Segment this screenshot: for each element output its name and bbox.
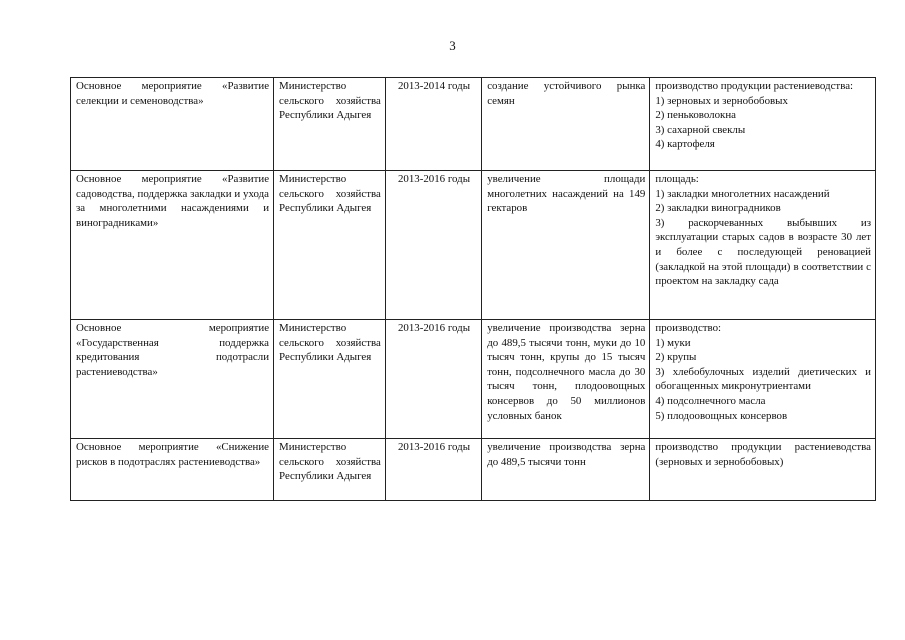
indicator-line: 1) муки — [655, 336, 691, 349]
table-row — [71, 78, 876, 171]
indicator-line: 3) сахарной свеклы — [655, 123, 746, 136]
indicator-line: 4) картофеля — [655, 138, 715, 151]
period-cell: 2013-2014 годы — [385, 78, 481, 171]
measure-cell: Основное мероприятие «Развитие садоводства, поддержка закладки и ухода за многолетними насаждениями и виноградниками» — [71, 171, 274, 320]
result-cell: увеличение производства зерна до 489,5 тысячи тонн, муки до 10 тысяч тонн, крупы до 15 тысяч тонн, подсолнечного масла до 30 тысяч тонн, плодоовощных консервов до 50 миллионов условных банок — [482, 320, 650, 439]
indicator-line: 4) подсолнечного масла — [655, 394, 766, 407]
executor-cell: Министерство сельского хозяйства Республики Адыгея — [274, 320, 386, 439]
page-number: 3 — [449, 38, 456, 53]
indicator-line: производство продукции растениеводства (зерновых и зернобобовых) — [655, 441, 871, 468]
indicator-line: 1) зерновых и зернобобовых — [655, 94, 788, 107]
indicators-cell — [650, 78, 876, 171]
measure-cell: Основное мероприятие «Снижение рисков в подотраслях растениеводства» — [71, 439, 274, 501]
indicator-line: производство продукции растениеводства: — [655, 80, 854, 92]
indicator-line: 2) крупы — [655, 351, 697, 364]
indicators-cell — [650, 439, 876, 501]
period-cell: 2013-2016 годы — [385, 320, 481, 439]
executor-cell: Министерство сельского хозяйства Республики Адыгея — [274, 439, 386, 501]
indicator-line: площадь: — [655, 173, 699, 185]
result-cell: увеличение производства зерна до 489,5 тысячи тонн — [482, 439, 650, 501]
measures-table — [70, 77, 876, 501]
result-cell: создание устойчивого рынка семян — [482, 78, 650, 171]
executor-cell: Министерство сельского хозяйства Республики Адыгея — [274, 171, 386, 320]
period-cell: 2013-2016 годы — [385, 439, 481, 501]
period-cell: 2013-2016 годы — [385, 171, 481, 320]
indicator-line: производство: — [655, 322, 722, 334]
indicator-line: 3) хлебобулочных изделий диетических и обогащенных микронутриентами — [655, 365, 871, 393]
measure-cell: Основное мероприятие «Государственная поддержка кредитования подотрасли растениеводства» — [71, 320, 274, 439]
indicator-line: 5) плодоовощных консервов — [655, 409, 788, 422]
indicator-line: 2) пеньковолокна — [655, 109, 736, 122]
indicator-line: 1) закладки многолетних насаждений — [655, 187, 830, 200]
indicator-line: 3) раскорчеванных выбывших из эксплуатации старых садов в возрасте 30 лет и более с последующей реновацией (закладкой на этой площади) в соответствии с проектом на закладку сада — [655, 216, 871, 288]
table-row — [71, 320, 876, 439]
result-cell: увеличение площади многолетних насаждений на 149 гектаров — [482, 171, 650, 320]
table-row — [71, 171, 876, 320]
indicators-cell — [650, 320, 876, 439]
executor-cell: Министерство сельского хозяйства Республики Адыгея — [274, 78, 386, 171]
table-row — [71, 439, 876, 501]
indicator-line: 2) закладки виноградников — [655, 202, 781, 215]
indicators-cell — [650, 171, 876, 320]
measure-cell: Основное мероприятие «Развитие селекции и семеноводства» — [71, 78, 274, 171]
